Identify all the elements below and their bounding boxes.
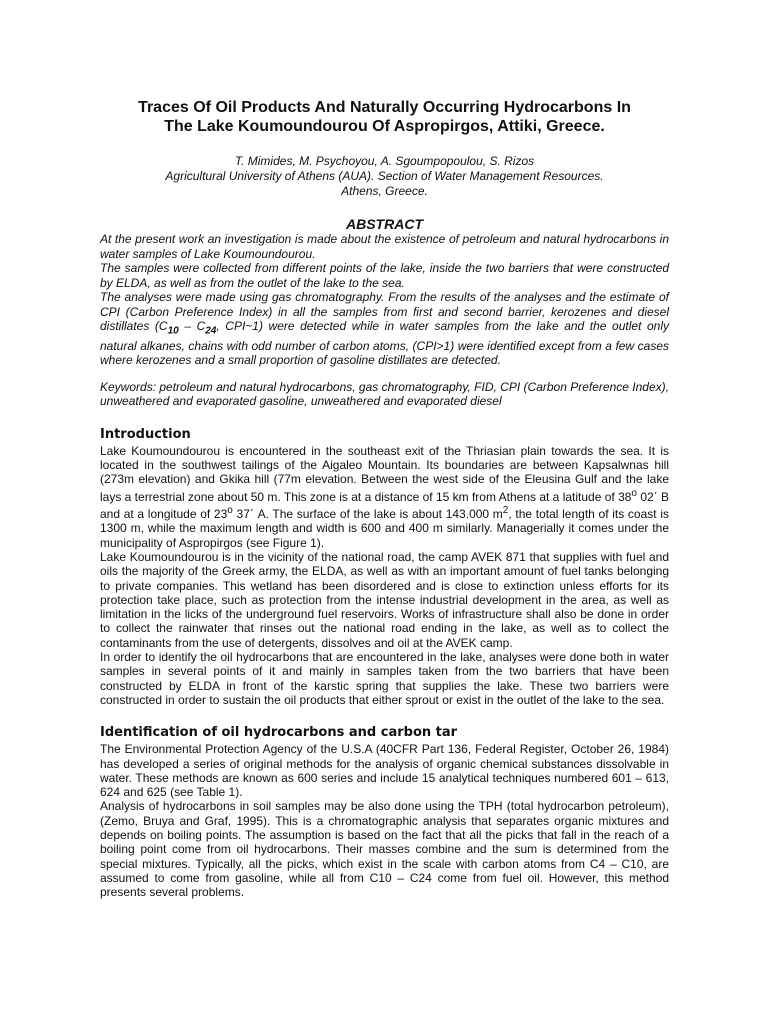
- authors: T. Mimides, M. Psychoyou, A. Sgoumpopoulou, S. Rizos: [234, 154, 535, 168]
- body-paragraph: Lake Koumoundourou is in the vicinity of the national road, the camp AVEK 871 that supplies with fuel and oils the majority of the Greek army, the ELDA, as well as with an important amount of fuel tanks belonging to private companies. This wetland has been disordered and is close to extinction unless efforts for its protection take place, such as protection from the intense industrial development in the area, as well as limitation in the licks of the underground fuel reservoirs. Works of infrastructure shall also be done in order to collect the rainwater that rinses out the national road ending in the lake, as well as to collect the contaminants from the use of detergents, dissolves and oil at the AVEK camp.: [100, 549, 669, 650]
- abstract-heading: ABSTRACT: [346, 216, 423, 232]
- body-paragraph: In order to identify the oil hydrocarbons that are encountered in the lake, analyses were done both in water samples in several points of it and mainly in samples taken from the two barriers that have been constructed by ELDA in front of the karstic spring that supplies the lake. These two barriers were constructed in order to sustain the oil products that either sprout or exist in the outlet of the lake to the sea.: [100, 650, 669, 707]
- body-paragraph: Lake Koumoundourou is encountered in the southeast exit of the Thriasian plain towards the sea. It is located in the southwest tailings of the Aigaleo Mountain. Its boundaries are between Kapsalwnas hill (273m elevation) and Gkika hill (77m elevation. Between the west side of the Eleusina Gulf and the lake lays a terrestrial zone about 50 m. This zone is at a distance of 15 km from Athens at a latitude of 38$^o$ 02΄ B and at a longitude of 23$^o$ 37΄ A. The surface of the lake is about 143.000 $m^2$, the total length of its coast is 1300 m, while the maximum length and width is 600 and 400 m similarly. Managerially it comes under the municipality of Aspropirgos (see Figure 1).: [100, 443, 670, 550]
- section-heading-identification: Identification of oil hydrocarbons and carbon tar: [100, 725, 458, 741]
- section-heading-introduction: Introduction: [100, 426, 191, 442]
- keywords: Keywords: petroleum and natural hydrocarbons, gas chromatography, FID, CPI (Carbon Preference Index), unweathered and evaporated gasoline, unweathered and evaporated diesel: [100, 379, 669, 409]
- identification-body: [100, 742, 669, 899]
- author-block: [100, 154, 669, 199]
- location: Athens, Greece.: [341, 184, 428, 198]
- abstract-paragraph: At the present work an investigation is made about the existence of petroleum and natural hydrocarbons in water samples of Lake Koumoundourou.: [100, 232, 669, 261]
- body-paragraph: Analysis of hydrocarbons in soil samples may be also done using the TPH (total hydrocarbon petroleum), (Zemo, Bruya and Graf, 1995). This is a chromatographic analysis that separates organic mixtures and depends on boiling points. The assumption is based on the fact that all the picks that fall in the reach of a boiling point come from oil hydrocarbons. Their masses combine and the sum is determined from the special mixtures. Typically, all the picks, which exist in the scale with carbon atoms from C4 – C10, are assumed to come from gasoline, while all from C10 – C24 come from fuel oil. However, this method presents several problems.: [100, 799, 669, 900]
- introduction-body: [100, 444, 669, 707]
- paper-title: [100, 98, 669, 136]
- title-line-2: The Lake Koumoundourou Of Aspropirgos, Attiki, Greece.: [164, 118, 605, 135]
- title-line-1: Traces Of Oil Products And Naturally Occurring Hydrocarbons In: [138, 99, 631, 116]
- abstract-paragraph: The analyses were made using gas chromatography. From the results of the analyses and the estimate of CPI (Carbon Preference Index) in all the samples from first and second barrier, kerozenes and diesel distillates ($C_{10} - C_{24}$, CPI~1) were detected while in water samples from the lake and the outlet only natural alkanes, chains with odd number of carbon atoms, (CPI>1) were identified except from a few cases where kerozenes and a small proportion of gasoline distillates are detected.: [100, 290, 670, 368]
- abstract: [100, 232, 669, 368]
- affiliation: Agricultural University of Athens (AUA). Section of Water Management Resources.: [165, 169, 604, 183]
- body-paragraph: The Environmental Protection Agency of the U.S.A (40CFR Part 136, Federal Register, October 26, 1984) has developed a series of original methods for the analysis of organic chemical substances dissolvable in water. These methods are known as 600 series and include 15 analytical techniques numbered 601 – 613, 624 and 625 (see Table 1).: [100, 742, 669, 800]
- abstract-paragraph: The samples were collected from different points of the lake, inside the two barriers that were constructed by ELDA, as well as from the outlet of the lake to the sea.: [100, 261, 669, 290]
